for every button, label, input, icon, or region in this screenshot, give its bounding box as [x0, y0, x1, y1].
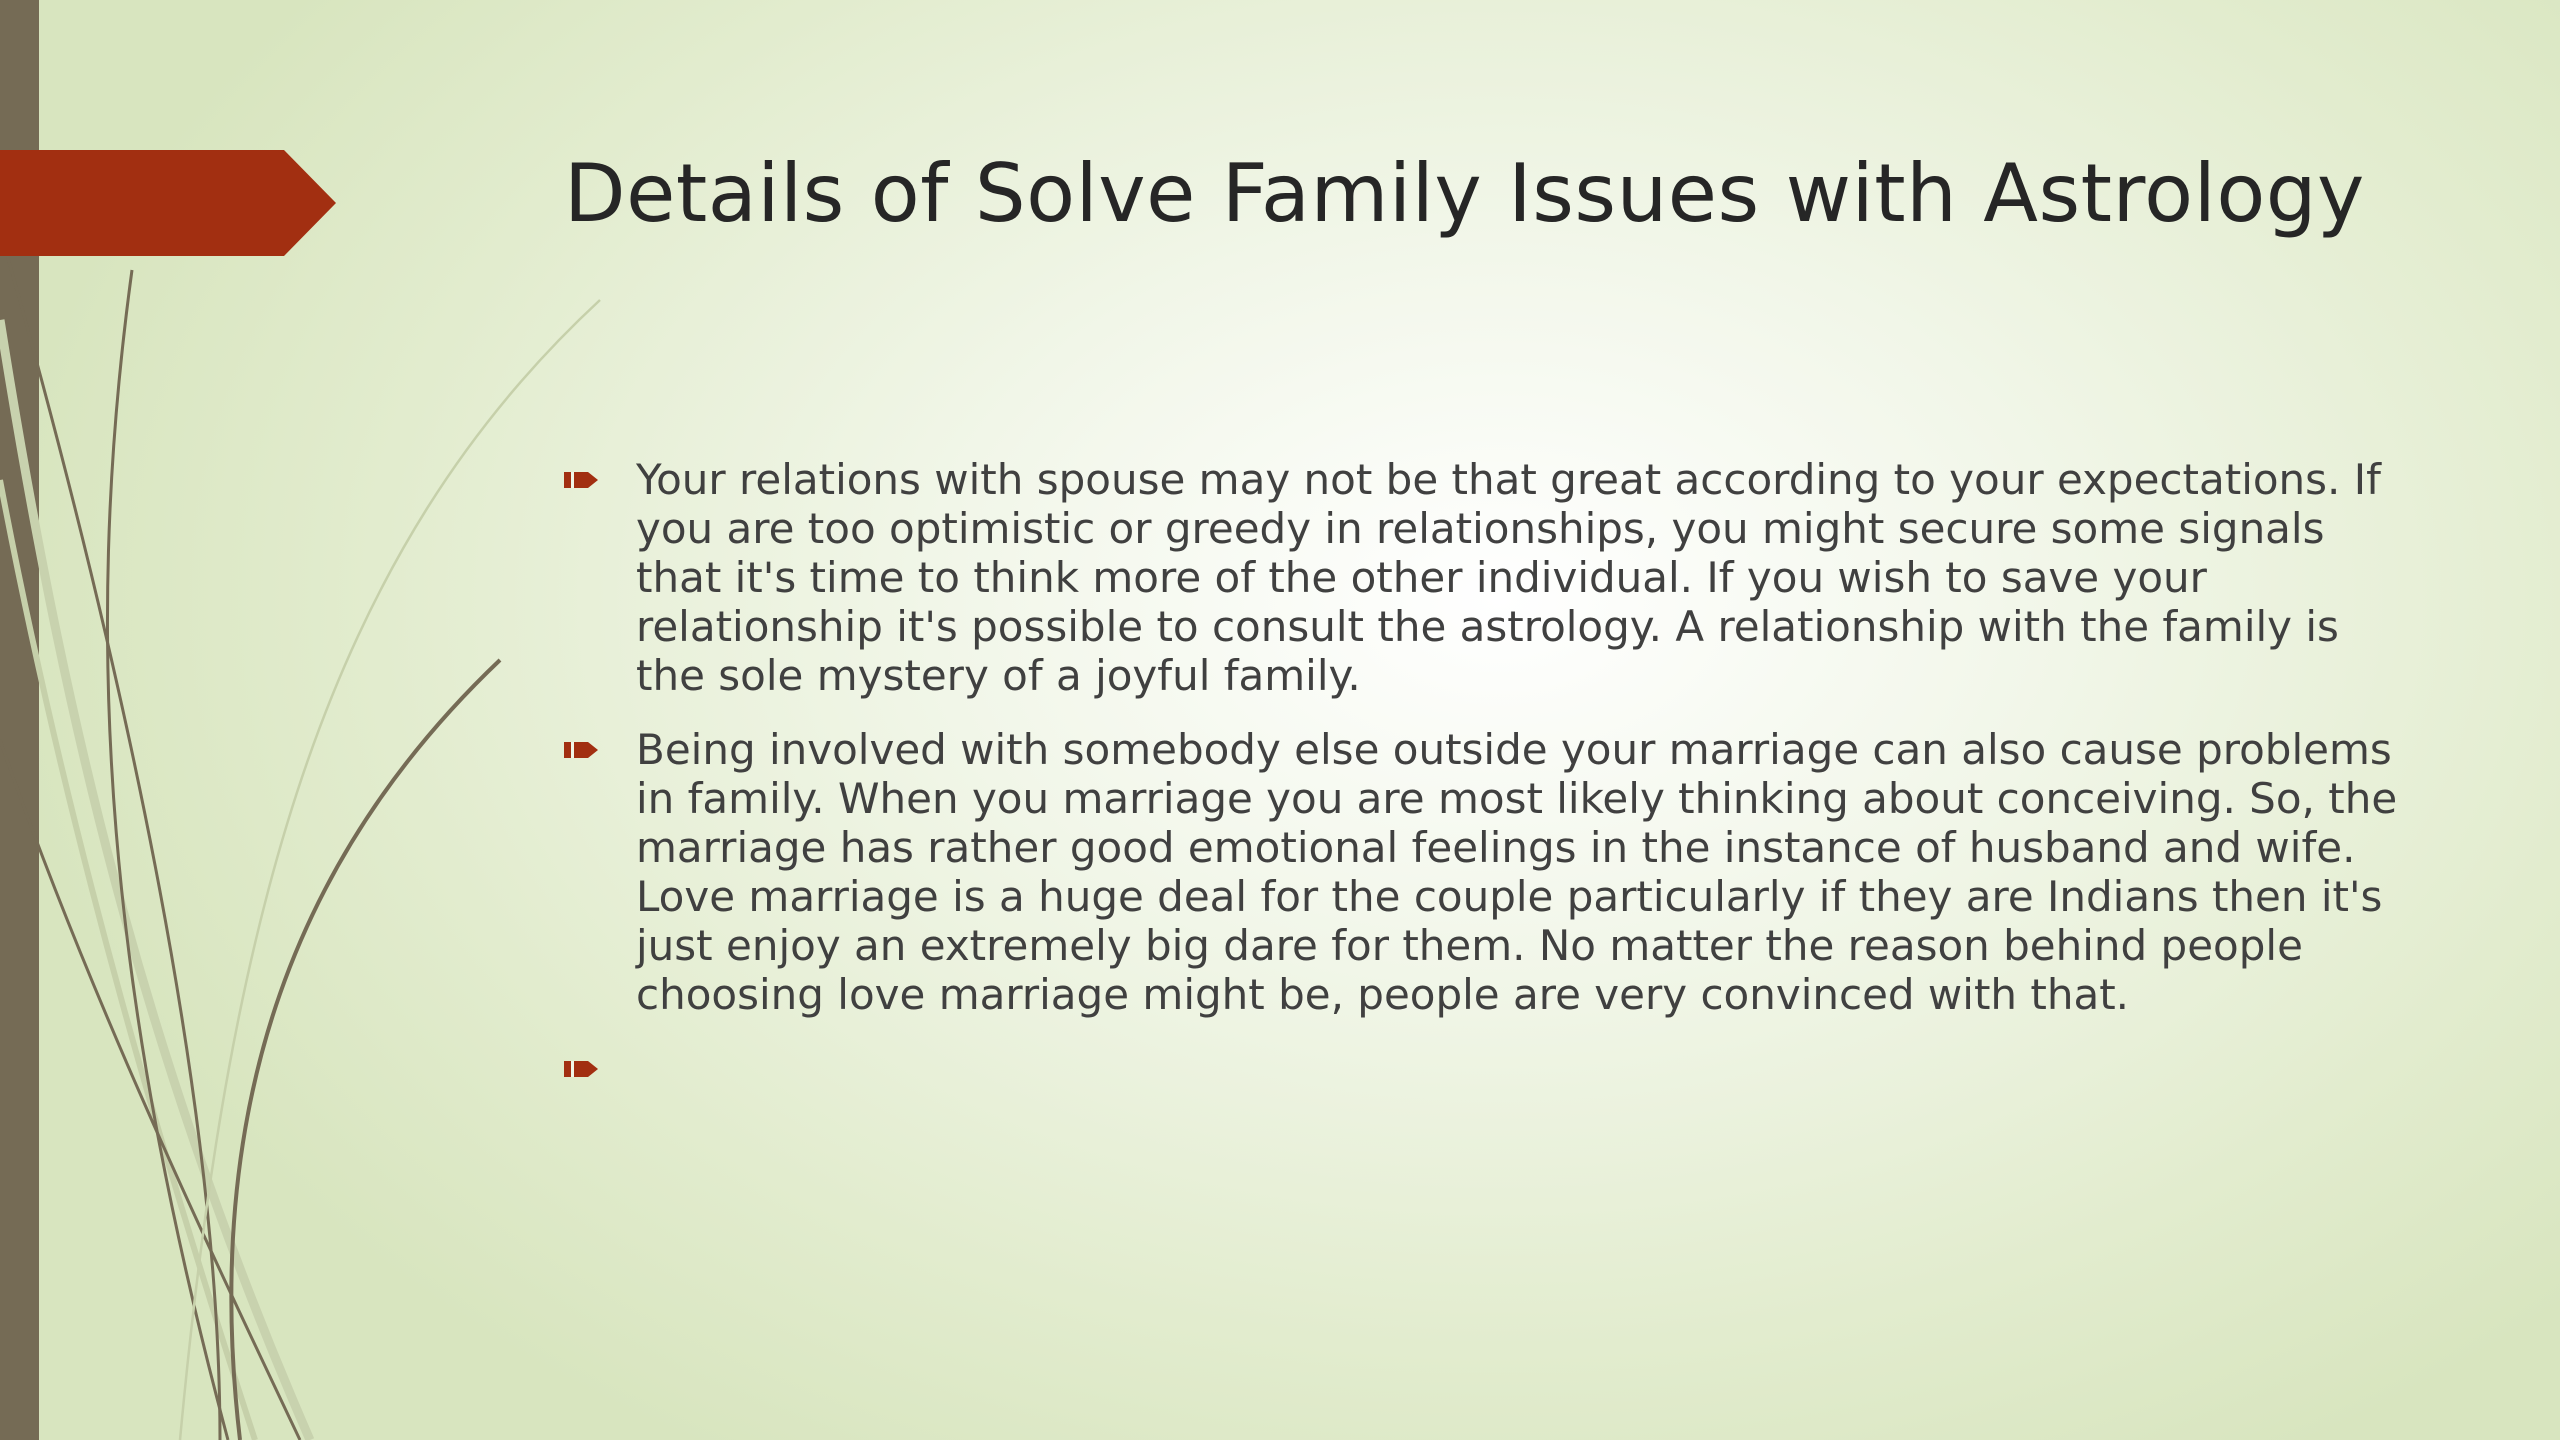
list-item	[564, 455, 2404, 700]
arrow-bullet-icon	[564, 1058, 600, 1080]
bullet-text: Being involved with somebody else outside your marriage can also cause problems in family. When you marriage you are most likely thinking about conceiving. So, the marriage has rather good emotional feelings in the instance of husband and wife. Love marriage is a huge deal for the couple particularly if they are Indians then it's just enjoy an extremely big dare for them. No matter the reason behind people choosing love marriage might be, people are very convinced with that.	[636, 725, 2398, 1019]
list-item	[564, 725, 2404, 1019]
slide-title: Details of Solve Family Issues with Astrology	[564, 147, 2365, 240]
arrow-bullet-icon	[564, 469, 600, 491]
bullet-list	[564, 455, 2404, 1118]
arrow-bullet-icon	[564, 739, 600, 761]
bullet-text: Your relations with spouse may not be that great according to your expectations. If you are too optimistic or greedy in relationships, you might secure some signals that it's time to think more of the other individual. If you wish to save your relationship it's possible to consult the astrology. A relationship with the family is the sole mystery of a joyful family.	[636, 455, 2381, 700]
title-arrow-banner	[0, 150, 336, 256]
list-item	[564, 1044, 2404, 1093]
